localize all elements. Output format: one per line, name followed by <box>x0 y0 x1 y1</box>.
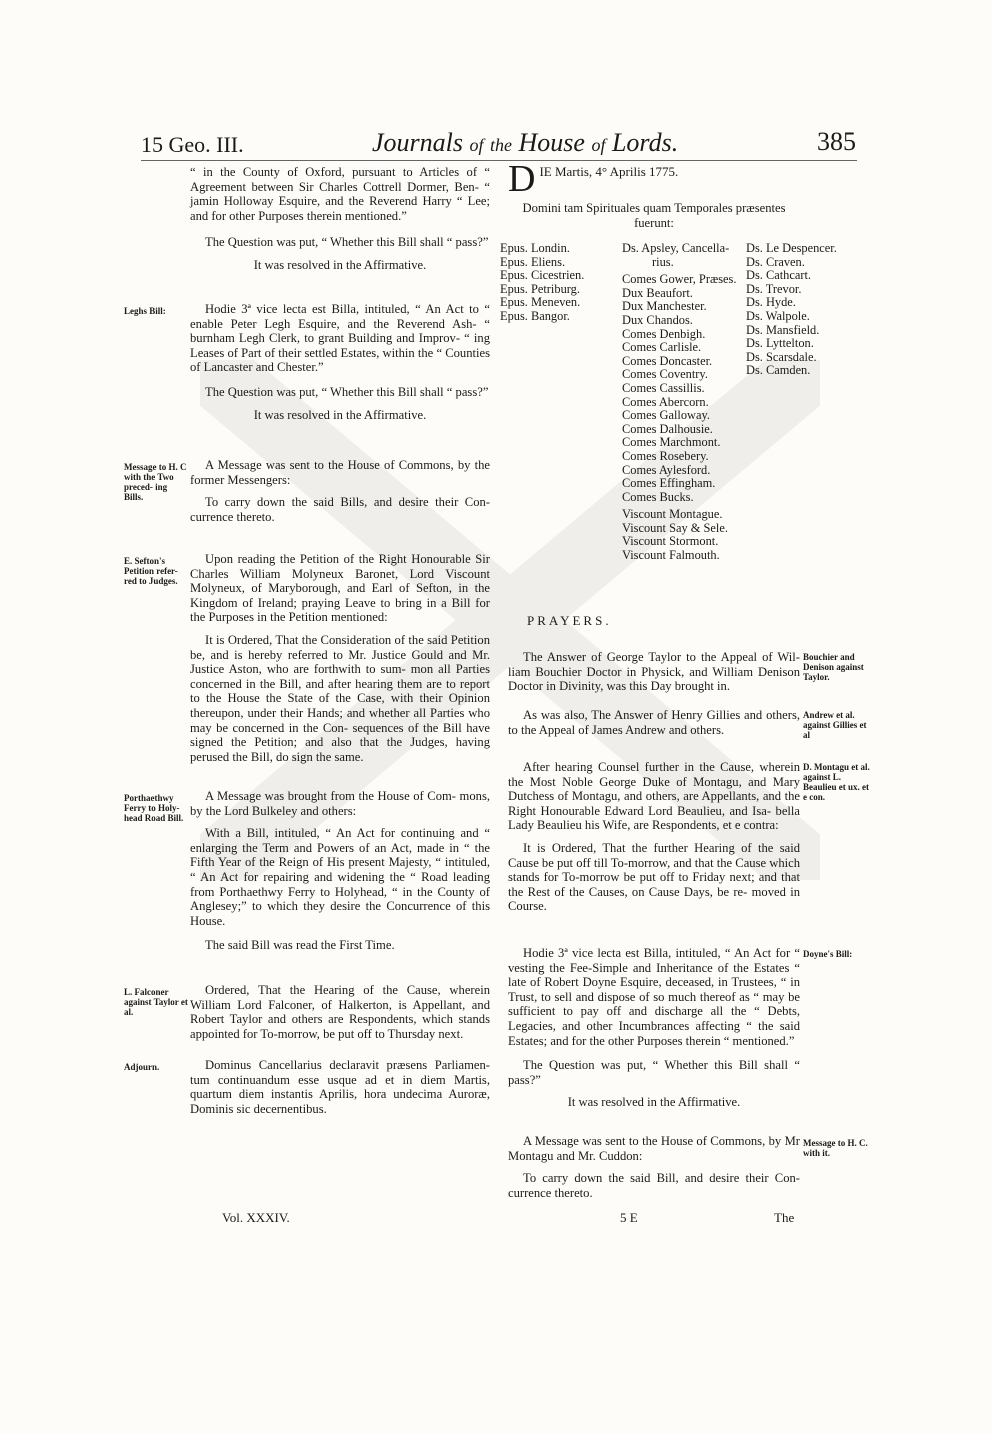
epus-item: Epus. Meneven. <box>500 295 581 310</box>
ds-item: Ds. Hyde. <box>746 295 796 310</box>
margin-note-message2: Message to H. C. with it. <box>803 1138 868 1158</box>
doyne-text: Hodie 3ª vice lecta est Billa, intituled, “ An Act for “ vesting the Fee-Simple and Inheritance of the Estates “ late of Robert Doyne Esquire, deceased, in Trustees, “ in Trust, to sell and dispose of so much thereof as “ may be sufficient to pay off and discharge all the “ Debts, Legacies, and other Incumbrances affecting “ the said Estates; and for the other Purposes therein “ mentioned.” <box>508 946 800 1048</box>
message2-text-2: To carry down the said Bill, and desire their Con- currence thereto. <box>508 1171 800 1200</box>
ds-item: Ds. Trevor. <box>746 281 802 296</box>
legh-bill-text: Hodie 3ª vice lecta est Billa, intituled, “ An Act to “ enable Peter Legh Esquire, and the Reverend Ash- “ burnham Legh Clerk, to grant Building and Improv- “ ing Leases of Part of their settled Estates, within the “ Counties of Lancaster and Chester.” <box>190 302 490 375</box>
domini-line: Domini tam Spirituales quam Temporales præsentes fuerunt: <box>522 201 786 230</box>
legh-block <box>190 302 490 430</box>
lord-item: Dux Beaufort. <box>622 285 693 300</box>
prayers-heading: PRAYERS. <box>527 613 612 628</box>
bouchier-text: The Answer of George Taylor to the Appeal of Wil- liam Bouchier Doctor in Physick, and William Denison Doctor in Divinity, was this Day brought in. <box>508 650 800 694</box>
adjourn-block <box>190 1058 490 1124</box>
lord-item: Comes Cassillis. <box>622 380 705 395</box>
message2-text: A Message was sent to the House of Commons, by Mr Montagu and Mr. Cuddon: <box>508 1134 800 1163</box>
first-time: The said Bill was read the First Time. <box>205 938 395 953</box>
ds-item: Ds. Cathcart. <box>746 268 812 283</box>
falconer-ordered: Ordered, That the Hearing of the Cause, wherein William Lord Falconer, of Halkerton, is Appellant, and Robert Taylor and others are Respondents, which stands appointed for To-morrow, be put off to Thursday next. <box>190 983 490 1041</box>
lord-item: Comes Bucks. <box>622 489 694 504</box>
epus-item: Epus. Bangor. <box>500 308 570 323</box>
ferry-bill: With a Bill, intituled, “ An Act for continuing and “ enlarging the Term and Powers of an Act, made in “ the Fifth Year of the Reign of His present Majesty, “ intituled, “ An Act for repairing and widening the “ Road leading from Porthaethwy Ferry to Holyhead, “ in the County of Anglesey;” to which they desire the Concurrence of this House. <box>190 826 490 928</box>
andrew-text: As was also, The Answer of Henry Gillies and others, to the Appeal of James Andrew and others. <box>508 708 800 737</box>
lord-item: Comes Carlisle. <box>622 340 702 355</box>
margin-note-andrew: Andrew et al. against Gillies et al <box>803 710 867 740</box>
sefton-ordered: It is Ordered, That the Consideration of the said Petition be, and is hereby referred to Mr. Justice Gould and Mr. Justice Aston, who are forthwith to sum- mon all Parties concerned in the Bill, and after hearing them are to report to the House the State of the Case, with their Opinion thereupon, under their Hands; and whether all Parties who may be concerned in the Con- sequences of the Bill have signed the Petition; and also that the Judges, having perused the Bill, do sign the same. <box>190 632 490 764</box>
falconer-block <box>190 983 490 1049</box>
epus-list <box>500 242 584 324</box>
andrew-block <box>508 708 800 745</box>
date-block <box>508 158 800 230</box>
lord-item: Viscount Montague. <box>622 507 723 522</box>
journal-title: Journals of the House of Lords. <box>372 128 679 157</box>
margin-note-legh: Leghs Bill: <box>124 306 166 316</box>
header-rule <box>141 160 857 161</box>
epus-item: Epus. Cicestrien. <box>500 268 585 283</box>
date-line: IE Martis, 4° Aprilis 1775. <box>539 164 679 179</box>
margin-note-sefton: E. Sefton's Petition refer- red to Judges. <box>124 556 178 586</box>
lord-item: Viscount Say & Sele. <box>622 520 728 535</box>
ferry-block <box>190 789 490 961</box>
lord-item: Dux Manchester. <box>622 299 707 314</box>
ds-list <box>746 242 837 378</box>
lord-item: Comes Denbigh. <box>622 326 706 341</box>
montagu-text: After hearing Counsel further in the Cause, wherein the Most Noble George Duke of Montagu, and Mary Dutchess of Montagu, and others, are Appellants, and the Right Honourable Edward Lord Beaulieu, and Isa- bella Lady Beaulieu his Wife, are Respondents, et e contra: <box>508 760 800 833</box>
lord-item: Comes Coventry. <box>622 367 708 382</box>
epus-item: Epus. Eliens. <box>500 254 566 269</box>
margin-note-bouchier: Bouchier and Denison against Taylor. <box>803 652 864 682</box>
margin-note-doyne: Doyne's Bill: <box>803 949 853 959</box>
lord-item: Comes Gower, Præses. <box>622 272 737 287</box>
page-number: 385 <box>817 127 856 156</box>
margin-note-message: Message to H. C with the Two preced- ing Bills. <box>124 462 187 502</box>
volume-label: Vol. XXXIV. <box>222 1210 290 1225</box>
margin-note-falconer: L. Falconer against Taylor et al. <box>124 987 188 1017</box>
dropcap-letter: D <box>508 158 536 200</box>
signature-mark: 5 E <box>620 1210 638 1225</box>
epus-item: Epus. Londin. <box>500 241 570 255</box>
lord-item: Comes Doncaster. <box>622 353 713 368</box>
regnal-year: 15 Geo. III. <box>141 132 244 157</box>
left-column <box>190 165 490 281</box>
adjourn-text: Dominus Cancellarius declaravit præsens Parliamen- tum continuandum esse usque ad et in diem Martis, quartum diem instantis Aprilis, hora undecima Auroræ, Dominis sic decernentibus. <box>190 1058 490 1116</box>
ds-item: Ds. Mansfield. <box>746 322 820 337</box>
catchword: The <box>774 1210 795 1225</box>
resolved-2: It was resolved in the Affirmative. <box>253 407 427 422</box>
sefton-block <box>190 552 490 772</box>
margin-note-adjourn: Adjourn. <box>124 1062 160 1072</box>
lord-item: Ds. Apsley, Cancella- <box>622 241 730 255</box>
message-text-2: To carry down the said Bills, and desire their Con- currence thereto. <box>190 495 490 524</box>
lord-item: Comes Marchmont. <box>622 435 721 450</box>
resolved-1: It was resolved in the Affirmative. <box>253 257 427 272</box>
comes-list <box>622 242 736 563</box>
lord-item: Comes Dalhousie. <box>622 421 713 436</box>
ds-item: Ds. Craven. <box>746 254 805 269</box>
montagu-ordered: It is Ordered, That the further Hearing of the said Cause be put off till To-morrow, and that the Cause which stands for To-morrow be put off to Friday next; and that the Rest of the Causes, on Cause Days, be re- moved in Course. <box>508 840 800 914</box>
message-block <box>190 458 490 532</box>
lord-item: Viscount Falmouth. <box>622 548 720 563</box>
ds-item: Ds. Lyttelton. <box>746 336 814 351</box>
question-1: The Question was put, “ Whether this Bill shall “ pass?” <box>205 235 489 250</box>
epus-item: Epus. Petriburg. <box>500 281 580 296</box>
lord-item: rius. <box>652 254 674 269</box>
lord-item: Comes Rosebery. <box>622 448 709 463</box>
message-text: A Message was sent to the House of Commons, by the former Messengers: <box>190 458 490 487</box>
sefton-petition: Upon reading the Petition of the Right Honourable Sir Charles William Molyneux Baronet, Lord Viscount Molyneux, of Maryborough, and Earl of Sefton, in the Kingdom of Ireland; praying Leave to bring in a Bill for the Purposes in the Petition mentioned: <box>190 552 490 625</box>
lord-item: Viscount Stormont. <box>622 534 719 549</box>
ds-item: Ds. Walpole. <box>746 308 810 323</box>
lord-item: Comes Effingham. <box>622 476 716 491</box>
ds-item: Ds. Camden. <box>746 363 811 378</box>
question-2: The Question was put, “ Whether this Bill shall “ pass?” <box>205 384 489 399</box>
lord-item: Dux Chandos. <box>622 312 693 327</box>
lord-item: Comes Abercorn. <box>622 394 709 409</box>
bouchier-block <box>508 650 800 702</box>
question-3: The Question was put, “ Whether this Bill shall “ pass?” <box>508 1058 800 1087</box>
ds-item: Ds. Scarsdale. <box>746 349 817 364</box>
oxford-bill-tail: “ in the County of Oxford, pursuant to Articles of “ Agreement between Sir Charles Cottrell Dormer, Ben- “ jamin Holloway Esquire, and the Reverend Harry “ Lee; and for other Purposes therein mentioned.” <box>190 165 490 223</box>
montagu-block <box>508 760 800 922</box>
ferry-message: A Message was brought from the House of Com- mons, by the Lord Bulkeley and others: <box>190 789 490 818</box>
lord-item: Comes Aylesford. <box>622 462 711 477</box>
doyne-block <box>508 946 800 1118</box>
margin-note-ferry: Porthaethwy Ferry to Holy- head Road Bill. <box>124 793 184 823</box>
lord-item: Comes Galloway. <box>622 408 710 423</box>
margin-note-montagu: D. Montagu et al. against L. Beaulieu et ux. et e con. <box>803 762 870 802</box>
ds-item: Ds. Le Despencer. <box>746 241 837 255</box>
message2-block <box>508 1134 800 1208</box>
resolved-3: It was resolved in the Affirmative. <box>567 1095 741 1110</box>
